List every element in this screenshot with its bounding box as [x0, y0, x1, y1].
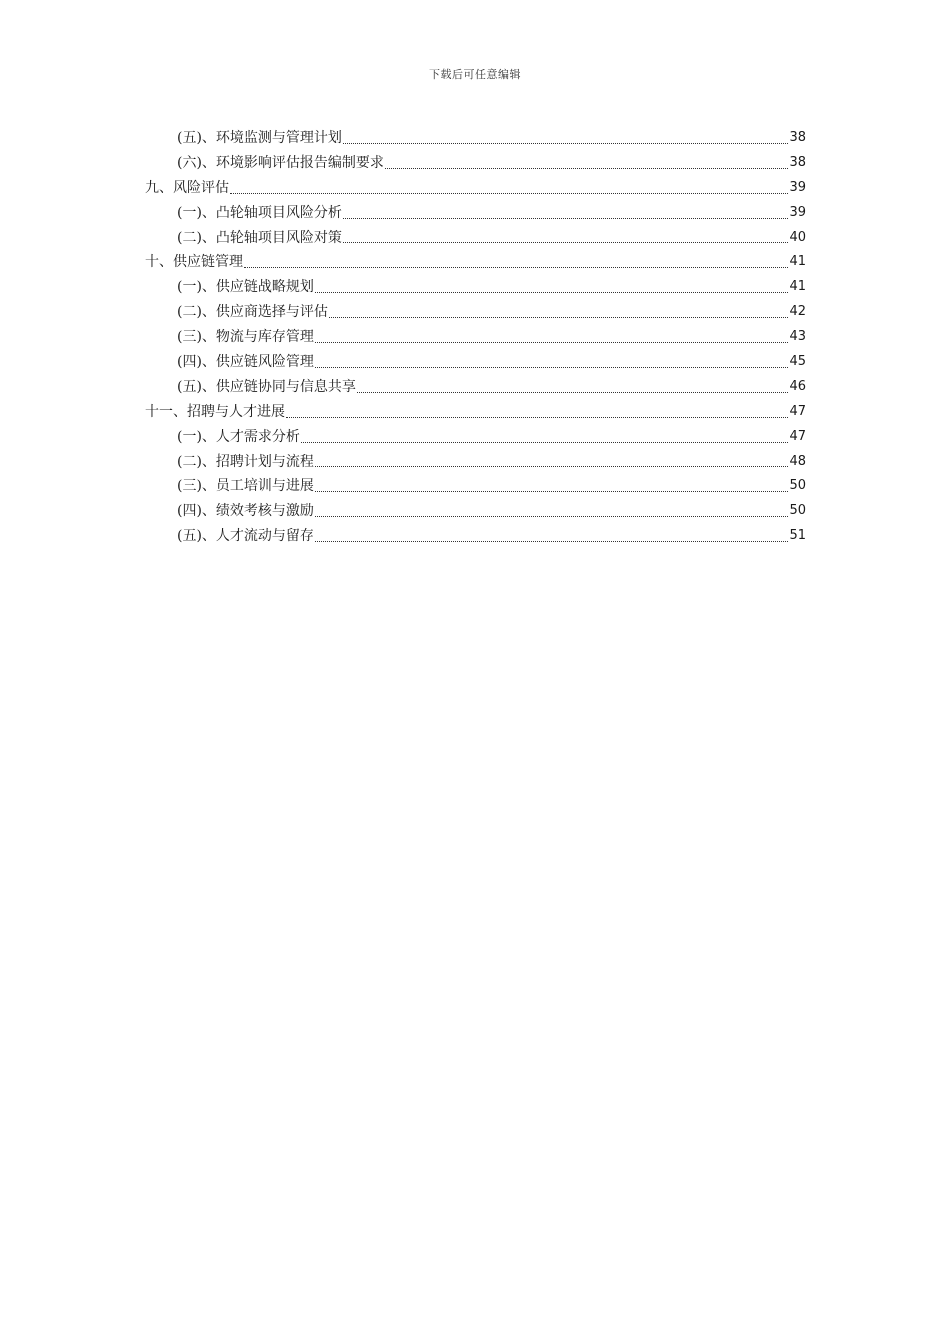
toc-entry[interactable]	[145, 201, 806, 226]
toc-dot-leader	[357, 391, 789, 393]
toc-dot-leader	[343, 241, 789, 243]
toc-entry[interactable]	[145, 126, 806, 151]
toc-dot-leader	[385, 167, 789, 169]
toc-entry-title: 九、风险评估	[145, 179, 229, 196]
toc-entry-title: (三)、物流与库存管理	[177, 329, 314, 346]
toc-entry[interactable]	[145, 499, 806, 524]
toc-entry-title: 十一、招聘与人才进展	[145, 403, 285, 420]
toc-entry[interactable]	[145, 325, 806, 350]
toc-dot-leader	[315, 291, 789, 293]
table-of-contents	[145, 126, 806, 549]
toc-entry-page: 47	[789, 403, 806, 419]
toc-entry-title: (五)、人才流动与留存	[177, 528, 314, 545]
toc-dot-leader	[315, 540, 789, 542]
toc-dot-leader	[329, 316, 789, 318]
toc-entry-page: 39	[789, 179, 806, 195]
toc-dot-leader	[343, 142, 789, 144]
toc-entry-title: (四)、绩效考核与激励	[177, 503, 314, 520]
toc-dot-leader	[301, 441, 789, 443]
toc-dot-leader	[244, 266, 788, 268]
toc-entry-page: 50	[789, 478, 806, 494]
toc-chapter-entry[interactable]	[145, 250, 806, 275]
toc-chapter-entry[interactable]	[145, 400, 806, 425]
toc-entry[interactable]	[145, 425, 806, 450]
toc-entry-title: (一)、凸轮轴项目风险分析	[177, 204, 342, 221]
toc-entry-page: 45	[789, 354, 806, 369]
toc-entry-page: 41	[789, 254, 806, 270]
toc-dot-leader	[315, 341, 789, 343]
toc-entry-page: 48	[789, 453, 806, 469]
toc-entry-page: 46	[789, 378, 806, 394]
toc-entry[interactable]	[145, 474, 806, 499]
toc-dot-leader	[315, 465, 789, 467]
toc-entry-page: 50	[789, 503, 806, 519]
toc-entry-title: (一)、人才需求分析	[177, 428, 300, 445]
toc-dot-leader	[286, 416, 788, 418]
toc-dot-leader	[343, 217, 789, 219]
toc-entry-title: (六)、环境影响评估报告编制要求	[177, 154, 384, 171]
toc-entry-title: (二)、供应商选择与评估	[177, 304, 328, 321]
toc-dot-leader	[230, 192, 788, 194]
toc-entry-page: 38	[789, 154, 806, 170]
toc-dot-leader	[315, 490, 789, 492]
toc-entry-title: 十、供应链管理	[145, 254, 243, 271]
toc-entry-title: (三)、员工培训与进展	[177, 478, 314, 495]
toc-entry[interactable]	[145, 450, 806, 475]
toc-entry-page: 40	[789, 229, 806, 245]
toc-entry[interactable]	[145, 524, 806, 549]
page-header: 下载后可任意编辑	[429, 68, 521, 81]
toc-entry-title: (一)、供应链战略规划	[177, 279, 314, 296]
toc-entry-title: (四)、供应链风险管理	[177, 354, 314, 370]
toc-entry-page: 39	[789, 204, 806, 220]
toc-chapter-entry[interactable]	[145, 176, 806, 201]
toc-entry-title: (二)、凸轮轴项目风险对策	[177, 229, 342, 246]
toc-entry-page: 42	[789, 304, 806, 320]
toc-entry[interactable]	[145, 275, 806, 300]
toc-entry[interactable]	[145, 375, 806, 400]
toc-entry-page: 38	[789, 129, 806, 145]
toc-entry-page: 41	[789, 279, 806, 295]
toc-entry-page: 47	[789, 428, 806, 444]
toc-entry[interactable]	[145, 300, 806, 325]
toc-entry-page: 43	[789, 329, 806, 345]
toc-entry-title: (二)、招聘计划与流程	[177, 453, 314, 470]
toc-entry-title: (五)、供应链协同与信息共享	[177, 378, 356, 395]
toc-dot-leader	[315, 515, 789, 517]
toc-entry[interactable]	[145, 226, 806, 251]
toc-entry-page: 51	[789, 528, 806, 544]
toc-entry[interactable]	[145, 151, 806, 176]
toc-dot-leader	[315, 366, 789, 368]
toc-entry-title: (五)、环境监测与管理计划	[177, 129, 342, 146]
toc-entry[interactable]	[145, 350, 806, 375]
